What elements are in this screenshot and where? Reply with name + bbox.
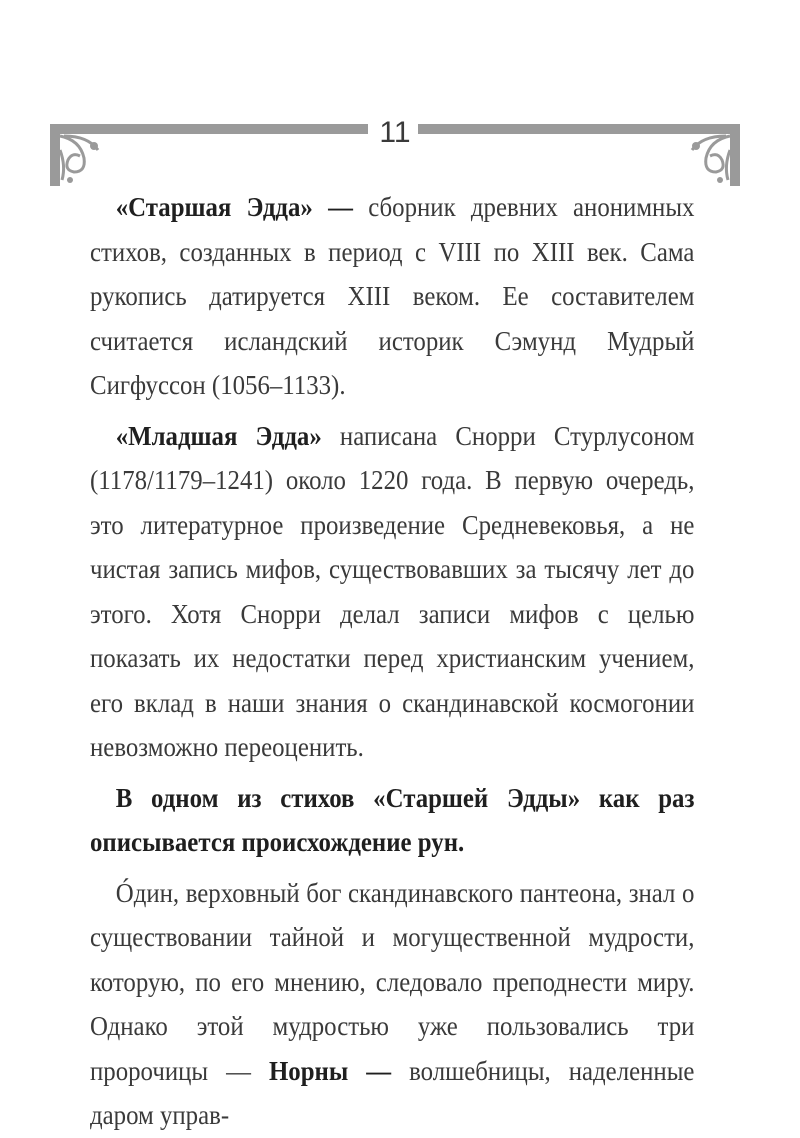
body-text: [90, 185, 694, 1138]
paragraph-younger-edda: [90, 414, 694, 770]
paragraph-runes-origin: В одном из стихов «Старшей Эдды» как раз описывается происхождение рун.: [90, 782, 695, 857]
paragraph-text: сборник древних анонимных стихов, созданных в период с VIII по XIII век. Сама рукопись датируется XIII веком. Ее составителем считается исландский историк Сэмунд Мудрый Сигфуссон (1056–1133).: [90, 192, 695, 400]
paragraph-text: волшебницы, наделенные даром управ-: [90, 1055, 695, 1130]
term-younger-edda: «Младшая Эдда»: [115, 420, 322, 451]
paragraph-elder-edda: [90, 185, 694, 408]
paragraph-text: Óдин, верховный бог скандинавского пантеона, знал о существовании тайной и могущественной мудрости, которую, по его мнению, следовало преподнести миру. Однако этой мудростью уже пользовались три пророчицы —: [90, 877, 695, 1086]
page-number: 11: [379, 116, 411, 149]
term-elder-edda: «Старшая Эдда» —: [115, 192, 353, 222]
paragraph-odin: [90, 871, 694, 1138]
paragraph-text: написана Снорри Стурлусоном (1178/1179–1241) около 1220 года. В первую очередь, это литературное произведение Средневековья, а не чистая запись мифов, существовавших за тысячу лет до этого. Хотя Снорри делал записи мифов с целью показать их недостатки перед христианским учением, его вклад в наши знания о скандинавской космогонии невозможно переоценить.: [90, 420, 695, 762]
term-norns: Норны —: [268, 1055, 392, 1086]
